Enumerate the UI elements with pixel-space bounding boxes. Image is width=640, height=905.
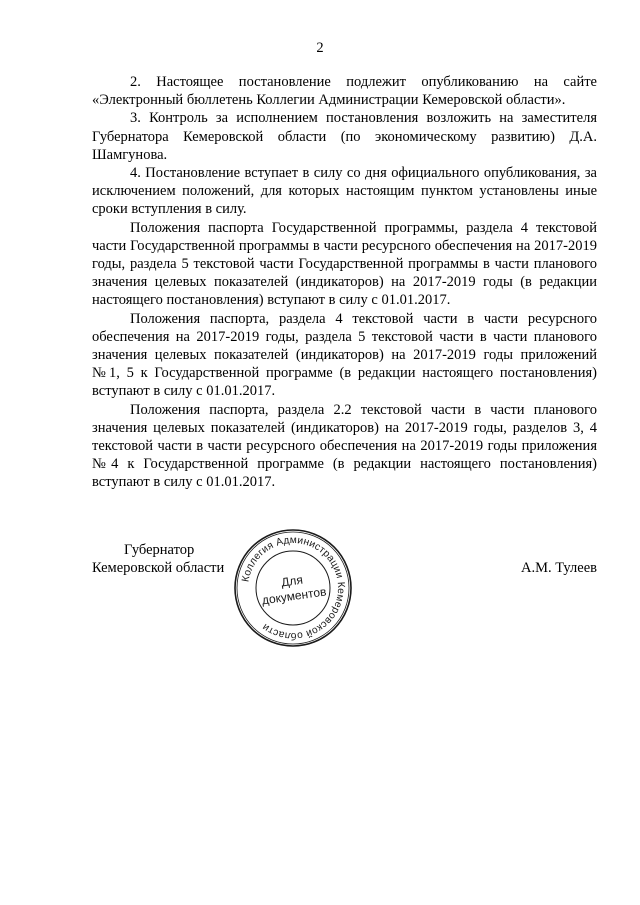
page-number: 2 <box>316 40 324 56</box>
signatory-title: Губернатор <box>124 542 195 558</box>
document-body <box>92 73 597 492</box>
paragraph-effective-date: 4. Постановление вступает в силу со дня официального опубликования, за исключением положений, для которых настоящим пунктом установлены иные сроки вступления в силу. <box>92 165 597 218</box>
stamp-center-line2: документов <box>261 584 328 608</box>
official-stamp <box>232 527 354 649</box>
signatory-region: Кемеровской области <box>92 560 225 576</box>
stamp-outer-ring <box>235 530 351 646</box>
paragraph-control: 3. Контроль за исполнением постановления возложить на заместителя Губернатора Кемеровской области (по экономическому развитию) Д.А. Шамгунова. <box>92 110 597 163</box>
paragraph-appendices-1-5: Положения паспорта, раздела 4 текстовой части в части ресурсного обеспечения на 2017-2019 годы, раздела 5 текстовой части в части планового значения целевых показателей (индикаторов) на 2017-2019 годы приложений №1, 5 к Государственной программе (в редакции настоящего постановления) вступают в силу с 01.01.2017. <box>92 310 597 400</box>
paragraph-publication: 2. Настоящее постановление подлежит опубликованию на сайте «Электронный бюллетень Коллегии Администрации Кемеровской области». <box>92 74 597 109</box>
paragraph-appendix-4: Положения паспорта, раздела 2.2 текстовой части в части планового значения целевых показателей (индикаторов) на 2017-2019 годы, разделов 3, 4 текстовой части в части ресурсного обеспечения на 2017-2019 годы приложения №4 к Государственной программе (в редакции настоящего постановления) вступают в силу с 01.01.2017. <box>92 401 597 491</box>
signatory-name: А.М. Тулеев <box>521 560 597 576</box>
stamp-ring-text: Коллегия Администрации Кемеровской области <box>240 534 347 642</box>
paragraph-program-passport: Положения паспорта Государственной программы, раздела 4 текстовой части Государственной программы в части ресурсного обеспечения на 2017-2019 годы, раздела 5 текстовой части Государственной программы в части планового значения целевых показателей (индикаторов) на 2017-2019 годы (в редакции настоящего постановления) вступают в силу с 01.01.2017. <box>92 219 597 309</box>
stamp-inner-ring <box>237 532 349 644</box>
stamp-graphic <box>232 527 354 649</box>
stamp-center-line1: Для <box>280 572 304 590</box>
